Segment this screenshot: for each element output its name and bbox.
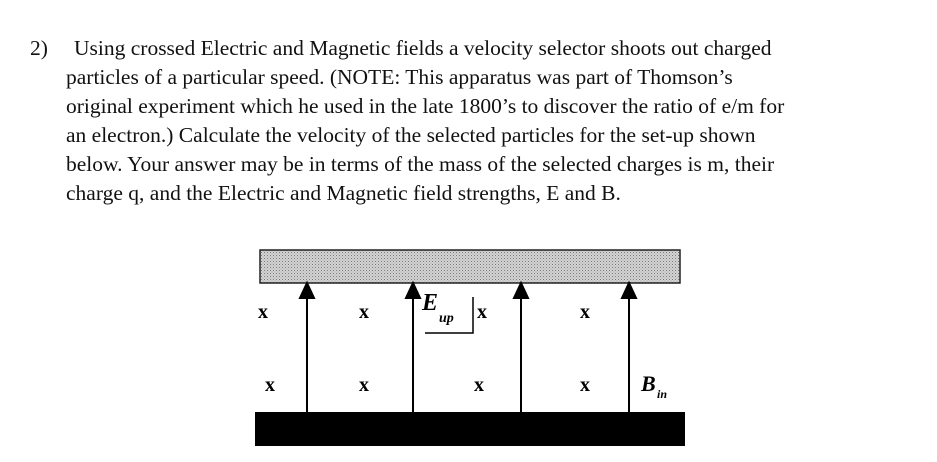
e-field-arrow — [406, 283, 420, 412]
top-plate — [260, 250, 680, 283]
b-field-x-mark: x — [359, 301, 369, 323]
b-field-x-mark: x — [580, 374, 590, 396]
b-label: B — [641, 371, 656, 396]
e-label: E — [422, 290, 439, 316]
problem-line-3: original experiment which he used in the late 1800’s to discover the ratio of e/m for — [66, 94, 785, 118]
problem-line-4: an electron.) Calculate the velocity of the selected particles for the set-up shown — [66, 123, 756, 147]
b-field-x-mark: x — [580, 301, 590, 323]
b-subscript: in — [657, 387, 668, 401]
b-field-label — [640, 371, 667, 401]
problem-line-6: charge q, and the Electric and Magnetic field strengths, E and B. — [66, 181, 621, 205]
e-field-arrow — [622, 283, 636, 412]
problem-line-2: particles of a particular speed. (NOTE: This apparatus was part of Thomson’s — [66, 65, 733, 89]
e-subscript: up — [439, 311, 454, 326]
b-field-x-mark: x — [477, 301, 487, 323]
e-field-arrow — [300, 283, 314, 412]
b-field-x-mark: x — [265, 374, 275, 396]
b-field-x-mark: x — [474, 374, 484, 396]
bottom-plate — [255, 412, 685, 446]
problem-number: 2) — [30, 36, 48, 60]
b-field-x-mark: x — [359, 374, 369, 396]
problem-line-5: below. Your answer may be in terms of the mass of the selected charges is m, their — [66, 152, 775, 176]
b-field-x-mark: x — [258, 301, 268, 323]
problem-line-1: Using crossed Electric and Magnetic fields a velocity selector shoots out charged — [74, 36, 772, 60]
e-field-label — [421, 290, 473, 333]
e-field-arrow — [514, 283, 528, 412]
